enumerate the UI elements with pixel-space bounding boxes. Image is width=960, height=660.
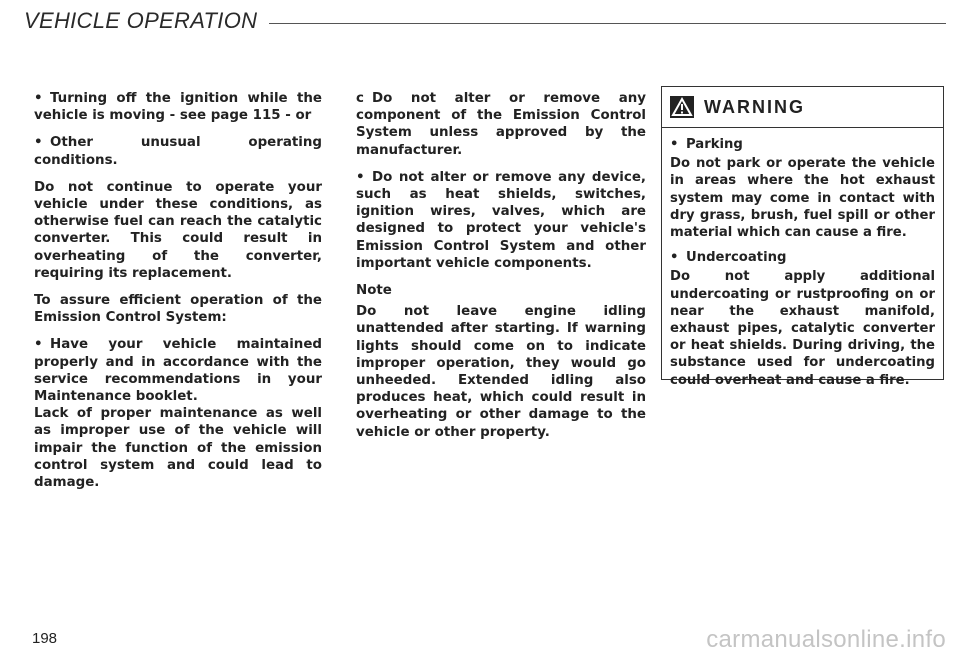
section-title: VEHICLE OPERATION [24, 8, 258, 33]
bullet-icon: • [670, 250, 679, 266]
watermark: carmanualsonline.info [706, 626, 946, 653]
warning-item-parking-heading: • Parking [670, 137, 743, 152]
warning-item-undercoating-heading: • Undercoating [670, 250, 787, 266]
middle-column [356, 90, 646, 451]
warning-item-parking-text: Do not park or operate the vehicle in areas where the hot exhaust system may come in contact with dry grass, brush, fuel spill or other material which can cause a fire. [670, 156, 935, 241]
bullet-item-do-not-alter-device: • Do not alter or remove any device, such as heat shields, switches, ignition wires, valves, which are designed to protect your vehicle's Emission Control System and other important vehicle components. [356, 169, 646, 271]
warning-triangle-icon [670, 96, 694, 118]
warning-header [662, 87, 943, 128]
bullet-item-do-not-alter-component: c Do not alter or remove any component of the Emission Control System unless approved by the manufacturer. [356, 91, 646, 158]
header-rule [269, 23, 946, 24]
paragraph-caution: Do not continue to operate your vehicle under these conditions, as otherwise fuel can reach the catalytic converter. This could result in overheating of the converter, requiring its replacement. [34, 179, 322, 281]
bullet-marker: c [356, 91, 364, 106]
note-text: Do not leave engine idling unattended after starting. If warning lights should come on to indicate improper operation, they would go unheeded. Extended idling also produces heat, which could result in overheating or other damage to the vehicle or other property. [356, 304, 646, 440]
left-column [34, 90, 322, 501]
bullet-icon: • [34, 91, 43, 106]
warning-title: WARNING [704, 96, 805, 117]
page-header [24, 6, 946, 36]
paragraph-lack-of-maintenance: Lack of proper maintenance as well as improper use of the vehicle will impair the function of the emission control system and could lead to damage. [34, 406, 322, 491]
paragraph-efficient-operation: To assure efficient operation of the Emission Control System: [34, 293, 322, 326]
bullet-icon: • [356, 169, 365, 185]
bullet-item-ignition: • Turning off the ignition while the vehicle is moving - see page 115 - or [34, 91, 322, 124]
warning-body [662, 128, 943, 389]
bullet-item-conditions: • Other unusual operating conditions. [34, 135, 322, 168]
bullet-icon: • [34, 135, 43, 151]
bullet-icon: • [670, 137, 679, 152]
warning-item-undercoating-text: Do not apply additional undercoating or rustproofing on or near the exhaust manifold, exhaust pipes, catalytic converter or heat shields. During driving, the substance used for undercoating could overheat and cause a fire. [670, 269, 935, 388]
bullet-icon: • [34, 337, 43, 353]
warning-box [661, 86, 944, 388]
note-heading: Note [356, 283, 392, 299]
page-number: 198 [32, 630, 58, 647]
bullet-item-maintenance: • Have your vehicle maintained properly and in accordance with the service recommendations in your Maintenance booklet. [34, 337, 322, 405]
